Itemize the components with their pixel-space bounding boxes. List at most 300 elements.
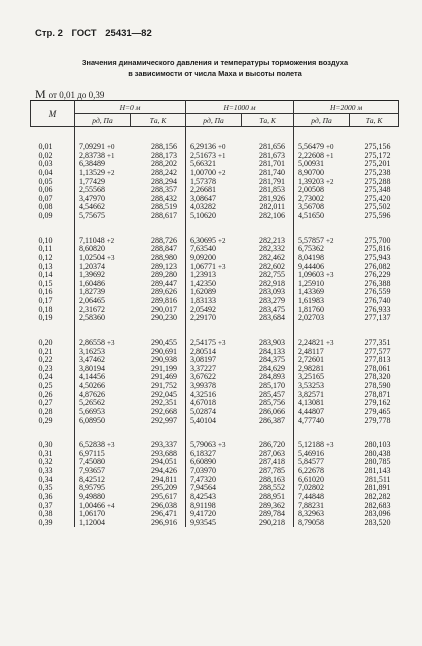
- pressure-mantissa: 3,08197: [190, 356, 217, 365]
- mach-cell: 0,35: [31, 484, 75, 493]
- temperature-cell: 282,011: [242, 203, 294, 212]
- pressure-mantissa: 4,03282: [190, 203, 217, 212]
- mach-cell: 0,11: [31, 245, 75, 254]
- pressure-cell: [75, 263, 131, 272]
- header-temperature: Tа, К: [350, 114, 399, 127]
- temperature-cell: 281,891: [364, 484, 391, 493]
- pressure-cell: [186, 458, 242, 467]
- pressure-cell: [294, 169, 350, 178]
- pressure-cell: [294, 254, 350, 263]
- header-h1000: H=1000 м: [186, 101, 294, 114]
- pressure-cell: [75, 212, 131, 221]
- pressure-mantissa: 5,46916: [298, 449, 325, 458]
- table-row: [31, 203, 399, 212]
- pressure-cell: [294, 476, 350, 485]
- spacer-cell: [131, 323, 186, 339]
- pressure-mantissa: 6,52838: [79, 441, 105, 450]
- pressure-cell: [186, 391, 242, 400]
- title-line-1: Значения динамического давления и температуры торможения воздуха: [81, 58, 349, 67]
- temperature-cell: 283,903: [242, 339, 294, 348]
- temperature-cell: 284,375: [242, 356, 294, 365]
- temperature-cell: 281,511: [364, 475, 391, 484]
- pressure-mantissa: 8,04198: [298, 253, 325, 262]
- pressure-mantissa: 1,57378: [190, 177, 217, 186]
- header-mach: M: [31, 101, 75, 127]
- pressure-mantissa: 4,32516: [190, 390, 217, 399]
- pressure-cell: [186, 365, 242, 374]
- temperature-cell: 288,242: [131, 169, 186, 178]
- mach-cell: 0,02: [31, 152, 75, 161]
- pressure-exponent: +3: [326, 271, 334, 280]
- mach-cell: 0,19: [31, 314, 75, 323]
- pressure-mantissa: 1,00466: [79, 501, 105, 510]
- pressure-cell: [75, 143, 131, 152]
- pressure-cell: [186, 502, 242, 511]
- temperature-cell: 280,785: [364, 458, 391, 467]
- table-row: [31, 245, 399, 254]
- temperature-cell: 286,387: [242, 417, 294, 426]
- pressure-cell: [186, 288, 242, 297]
- pressure-mantissa: 5,40104: [190, 416, 217, 425]
- pressure-exponent: +3: [326, 338, 334, 347]
- temperature-cell: 276,740: [364, 297, 391, 305]
- spacer-cell: [294, 425, 350, 441]
- pressure-cell: [75, 399, 131, 408]
- temperature-cell: 282,918: [242, 280, 294, 289]
- temperature-cell: 289,626: [131, 288, 186, 297]
- table-row: [31, 348, 399, 357]
- pressure-cell: [75, 314, 131, 323]
- pressure-mantissa: 6,22678: [298, 467, 325, 475]
- temperature-cell: 275,420: [364, 194, 391, 203]
- temperature-cell: 283,279: [242, 297, 294, 306]
- temperature-cell: 287,418: [242, 458, 294, 467]
- mach-cell: 0,23: [31, 365, 75, 374]
- pressure-mantissa: 6,30695: [190, 236, 217, 245]
- spacer-cell: [242, 425, 294, 441]
- pressure-cell: [186, 510, 242, 519]
- pressure-exponent: +3: [326, 441, 334, 450]
- temperature-cell: 275,816: [364, 245, 391, 254]
- pressure-mantissa: 2,29170: [190, 314, 217, 323]
- pressure-cell: [186, 467, 242, 476]
- pressure-cell: [294, 519, 350, 528]
- spacer-cell: [31, 127, 75, 144]
- mach-cell: 0,26: [31, 391, 75, 400]
- pressure-mantissa: 1,09603: [298, 271, 325, 280]
- pressure-cell: [75, 476, 131, 485]
- pressure-cell: [294, 271, 350, 280]
- mach-cell: 0,27: [31, 399, 75, 408]
- mach-cell: 0,25: [31, 382, 75, 391]
- temperature-cell: 284,133: [242, 348, 294, 357]
- pressure-exponent: +0: [107, 143, 115, 151]
- pressure-mantissa: 6,18327: [190, 449, 217, 458]
- pressure-cell: [75, 356, 131, 365]
- table-row: [31, 169, 399, 178]
- pressure-cell: [294, 450, 350, 459]
- temperature-cell: 294,426: [131, 467, 186, 476]
- temperature-cell: 278,320: [364, 373, 391, 382]
- pressure-mantissa: 1,13529: [79, 168, 105, 177]
- mach-cell: 0,10: [31, 237, 75, 246]
- pressure-exponent: +4: [107, 501, 115, 510]
- row-spacer: [31, 221, 399, 237]
- pressure-mantissa: 1,02504: [79, 253, 105, 262]
- table-row: [31, 373, 399, 382]
- pressure-cell: [294, 152, 350, 161]
- temperature-cell: 279,465: [364, 407, 391, 416]
- temperature-cell: 289,784: [242, 510, 294, 519]
- header-h0: H=0 м: [75, 101, 186, 114]
- pressure-cell: [75, 160, 131, 169]
- pressure-mantissa: 5,26562: [79, 399, 105, 408]
- table-row: [31, 408, 399, 417]
- pressure-mantissa: 5,66321: [190, 160, 217, 169]
- temperature-cell: 275,502: [364, 203, 391, 212]
- pressure-mantissa: 9,49880: [79, 492, 105, 501]
- pressure-cell: [294, 348, 350, 357]
- pressure-cell: [186, 382, 242, 391]
- pressure-mantissa: 4,54662: [79, 203, 105, 212]
- pressure-mantissa: 4,77740: [298, 416, 325, 425]
- temperature-cell: 295,617: [131, 493, 186, 502]
- temperature-cell: 289,447: [131, 280, 186, 289]
- temperature-cell: 275,172: [364, 151, 391, 160]
- temperature-cell: 278,590: [364, 382, 391, 390]
- mach-cell: 0,33: [31, 467, 75, 476]
- mach-cell: 0,08: [31, 203, 75, 212]
- pressure-mantissa: 2,55568: [79, 186, 105, 195]
- pressure-cell: [294, 263, 350, 272]
- temperature-cell: 281,853: [242, 186, 294, 195]
- header-pressure: pд, Па: [186, 114, 242, 127]
- pressure-mantissa: 8,42512: [79, 475, 105, 484]
- pressure-mantissa: 2,22608: [298, 151, 325, 160]
- pressure-mantissa: 2,06465: [79, 297, 105, 305]
- temperature-cell: 283,475: [242, 306, 294, 315]
- pressure-mantissa: 3,25165: [298, 373, 325, 382]
- pressure-exponent: +2: [106, 236, 115, 245]
- spacer-cell: [350, 323, 399, 339]
- spacer-cell: [186, 425, 242, 441]
- pressure-cell: [186, 297, 242, 306]
- temperature-cell: 283,096: [364, 510, 391, 519]
- pressure-mantissa: 2,83738: [79, 151, 105, 160]
- pressure-cell: [294, 391, 350, 400]
- mach-cell: 0,15: [31, 280, 75, 289]
- spacer-cell: [131, 221, 186, 237]
- temperature-cell: 281,701: [242, 160, 294, 169]
- pressure-exponent: +3: [107, 253, 115, 262]
- pressure-cell: [186, 356, 242, 365]
- mach-cell: 0,20: [31, 339, 75, 348]
- pressure-cell: [294, 382, 350, 391]
- mach-cell: 0,36: [31, 493, 75, 502]
- pressure-mantissa: 4,50266: [79, 382, 105, 390]
- mach-cell: 0,24: [31, 373, 75, 382]
- pressure-mantissa: 7,93657: [79, 467, 105, 475]
- row-spacer: [31, 323, 399, 339]
- temperature-cell: 290,230: [131, 314, 186, 323]
- table-row: [31, 254, 399, 263]
- pressure-cell: [186, 441, 242, 450]
- temperature-cell: 281,740: [242, 169, 294, 178]
- temperature-cell: 275,348: [364, 186, 391, 195]
- table-row: [31, 502, 399, 511]
- pressure-cell: [294, 339, 350, 348]
- temperature-cell: 275,156: [364, 143, 391, 151]
- header-pressure: pд, Па: [75, 114, 131, 127]
- pressure-exponent: +3: [107, 338, 115, 347]
- pressure-mantissa: 4,67018: [190, 399, 217, 408]
- mach-symbol: M: [35, 87, 46, 101]
- pressure-mantissa: 8,91198: [190, 501, 216, 510]
- pressure-mantissa: 6,38489: [79, 160, 105, 169]
- temperature-cell: 292,351: [131, 399, 186, 408]
- spacer-cell: [294, 323, 350, 339]
- temperature-cell: 294,051: [131, 458, 186, 467]
- pressure-mantissa: 2,31672: [79, 305, 105, 314]
- pressure-mantissa: 5,75675: [79, 212, 105, 220]
- pressure-mantissa: 4,51650: [298, 212, 325, 220]
- temperature-cell: 278,871: [364, 390, 391, 399]
- pressure-cell: [75, 382, 131, 391]
- pressure-mantissa: 1,39203: [298, 177, 325, 186]
- mach-cell: 0,29: [31, 417, 75, 426]
- temperature-cell: 281,656: [242, 143, 294, 152]
- temperature-cell: 292,668: [131, 408, 186, 417]
- pressure-exponent: +1: [218, 151, 226, 160]
- pressure-cell: [186, 306, 242, 315]
- header-h2000: H=2000 м: [294, 101, 399, 114]
- temperature-cell: 288,202: [131, 160, 186, 169]
- title-line-2: в зависимости от числа Маха и высоты полета: [128, 69, 302, 78]
- pressure-exponent: +3: [218, 441, 226, 450]
- pressure-mantissa: 1,12004: [79, 518, 105, 527]
- temperature-cell: 290,455: [131, 339, 186, 348]
- pressure-mantissa: 9,41720: [190, 510, 217, 519]
- pressure-mantissa: 1,77429: [79, 177, 105, 186]
- pressure-mantissa: 8,90700: [298, 168, 325, 177]
- spacer-cell: [31, 221, 75, 237]
- pressure-mantissa: 6,60890: [190, 458, 217, 467]
- mach-cell: 0,01: [31, 143, 75, 152]
- table-row: [31, 339, 399, 348]
- pressure-cell: [294, 408, 350, 417]
- pressure-mantissa: 2,05492: [190, 305, 217, 314]
- table-title: [30, 57, 400, 79]
- pressure-mantissa: 9,44406: [298, 262, 325, 271]
- pressure-cell: [294, 502, 350, 511]
- table-row: [31, 297, 399, 306]
- pressure-cell: [294, 314, 350, 323]
- temperature-cell: 292,045: [131, 391, 186, 400]
- pressure-mantissa: 5,10620: [190, 212, 217, 220]
- pressure-mantissa: 7,45080: [79, 458, 105, 467]
- temperature-cell: 291,752: [131, 382, 186, 391]
- pressure-mantissa: 3,47462: [79, 356, 105, 365]
- pressure-mantissa: 1,39692: [79, 271, 105, 280]
- mach-cell: 0,30: [31, 441, 75, 450]
- pressure-cell: [75, 348, 131, 357]
- temperature-cell: 279,778: [364, 416, 391, 425]
- pressure-exponent: +2: [107, 168, 115, 177]
- pressure-cell: [186, 178, 242, 187]
- temperature-cell: 288,552: [242, 484, 294, 493]
- pressure-mantissa: 2,54175: [190, 338, 217, 347]
- pressure-mantissa: 2,51673: [190, 151, 217, 160]
- temperature-cell: 288,980: [131, 254, 186, 263]
- header-temperature: Tа, К: [131, 114, 186, 127]
- pressure-mantissa: 3,47970: [79, 194, 105, 203]
- temperature-cell: 290,938: [131, 356, 186, 365]
- table-row: [31, 212, 399, 221]
- pressure-cell: [75, 237, 131, 246]
- pressure-cell: [294, 203, 350, 212]
- pressure-mantissa: 5,00931: [298, 160, 325, 169]
- mach-cell: 0,12: [31, 254, 75, 263]
- header-temperature: Tа, К: [242, 114, 294, 127]
- pressure-cell: [186, 450, 242, 459]
- pressure-cell: [186, 169, 242, 178]
- row-spacer: [31, 127, 399, 144]
- spacer-cell: [75, 127, 131, 144]
- pressure-mantissa: 9,93545: [190, 518, 217, 527]
- pressure-cell: [75, 245, 131, 254]
- table-row: [31, 441, 399, 450]
- spacer-cell: [242, 221, 294, 237]
- temperature-cell: 276,229: [364, 271, 391, 280]
- pressure-cell: [75, 186, 131, 195]
- pressure-mantissa: 3,67622: [190, 373, 217, 382]
- mach-cell: 0,06: [31, 186, 75, 195]
- mach-cell: 0,04: [31, 169, 75, 178]
- pressure-cell: [75, 339, 131, 348]
- temperature-cell: 281,143: [364, 467, 391, 475]
- pressure-mantissa: 3,16253: [79, 347, 105, 356]
- temperature-cell: 275,201: [364, 160, 391, 169]
- pressure-mantissa: 7,88231: [298, 501, 325, 510]
- temperature-cell: 289,123: [131, 263, 186, 272]
- mach-cell: 0,21: [31, 348, 75, 357]
- pressure-mantissa: 3,99378: [190, 382, 217, 390]
- pressure-cell: [294, 143, 350, 152]
- temperature-cell: 282,106: [242, 212, 294, 221]
- temperature-cell: 288,357: [131, 186, 186, 195]
- pressure-mantissa: 2,24821: [298, 338, 325, 347]
- mach-cell: 0,18: [31, 306, 75, 315]
- table-row: [31, 314, 399, 323]
- temperature-cell: 289,816: [131, 297, 186, 306]
- pressure-mantissa: 6,29136: [190, 143, 217, 151]
- spacer-cell: [31, 323, 75, 339]
- mach-cell: 0,09: [31, 212, 75, 221]
- pressure-mantissa: 1,20374: [79, 262, 105, 271]
- pressure-cell: [186, 160, 242, 169]
- temperature-cell: 282,282: [364, 492, 391, 501]
- mach-cell: 0,31: [31, 450, 75, 459]
- pressure-cell: [294, 484, 350, 493]
- mach-cell: 0,03: [31, 160, 75, 169]
- spacer-cell: [242, 323, 294, 339]
- temperature-cell: 287,785: [242, 467, 294, 476]
- temperature-cell: 282,683: [364, 501, 391, 510]
- mach-cell: 0,39: [31, 519, 75, 528]
- spacer-cell: [131, 127, 186, 144]
- pressure-cell: [75, 467, 131, 476]
- pressure-cell: [75, 195, 131, 204]
- pressure-cell: [294, 288, 350, 297]
- pressure-mantissa: 4,87626: [79, 390, 105, 399]
- temperature-cell: 294,811: [131, 476, 186, 485]
- pressure-mantissa: 8,79058: [298, 518, 325, 527]
- pressure-mantissa: 6,97115: [79, 449, 105, 458]
- temperature-cell: 290,691: [131, 348, 186, 357]
- pressure-mantissa: 7,03970: [190, 467, 217, 475]
- pressure-mantissa: 1,43369: [298, 288, 325, 297]
- pressure-cell: [186, 195, 242, 204]
- temperature-cell: 288,156: [131, 143, 186, 152]
- mach-cell: 0,13: [31, 263, 75, 272]
- temperature-cell: 290,017: [131, 306, 186, 315]
- pressure-cell: [294, 441, 350, 450]
- pressure-cell: [75, 417, 131, 426]
- pressure-cell: [186, 519, 242, 528]
- temperature-cell: 276,082: [364, 262, 391, 271]
- spacer-cell: [75, 323, 131, 339]
- pressure-mantissa: 1,06170: [79, 510, 105, 519]
- pressure-mantissa: 1,06771: [190, 262, 217, 271]
- pressure-cell: [186, 339, 242, 348]
- mach-cell: 0,16: [31, 288, 75, 297]
- mach-cell: 0,28: [31, 408, 75, 417]
- table-row: [31, 271, 399, 280]
- pressure-mantissa: 2,72601: [298, 356, 325, 365]
- table-body: [31, 127, 399, 528]
- temperature-cell: 286,066: [242, 408, 294, 417]
- pressure-mantissa: 2,00508: [298, 186, 325, 195]
- table-row: [31, 450, 399, 459]
- pressure-mantissa: 4,44807: [298, 407, 325, 416]
- pressure-mantissa: 7,02802: [298, 484, 325, 493]
- pressure-cell: [294, 458, 350, 467]
- spacer-cell: [75, 425, 131, 441]
- temperature-cell: 289,280: [131, 271, 186, 280]
- temperature-cell: 277,351: [364, 338, 391, 347]
- pressure-mantissa: 2,26681: [190, 186, 217, 195]
- temperature-cell: 296,916: [131, 519, 186, 528]
- pressure-exponent: +3: [107, 441, 115, 450]
- pressure-cell: [186, 254, 242, 263]
- pressure-cell: [186, 348, 242, 357]
- pressure-mantissa: 5,02874: [190, 407, 217, 416]
- temperature-cell: 276,933: [364, 305, 391, 314]
- table-row: [31, 280, 399, 289]
- pressure-cell: [75, 519, 131, 528]
- pressure-mantissa: 3,82571: [298, 390, 325, 399]
- temperature-cell: 283,520: [364, 518, 391, 527]
- pressure-cell: [75, 254, 131, 263]
- pressure-cell: [294, 399, 350, 408]
- temperature-cell: 282,462: [242, 254, 294, 263]
- pressure-cell: [294, 467, 350, 476]
- pressure-mantissa: 1,25910: [298, 279, 325, 288]
- pressure-mantissa: 1,62089: [190, 288, 217, 297]
- pressure-cell: [186, 143, 242, 152]
- temperature-cell: 275,700: [364, 236, 391, 245]
- temperature-cell: 277,577: [364, 347, 391, 356]
